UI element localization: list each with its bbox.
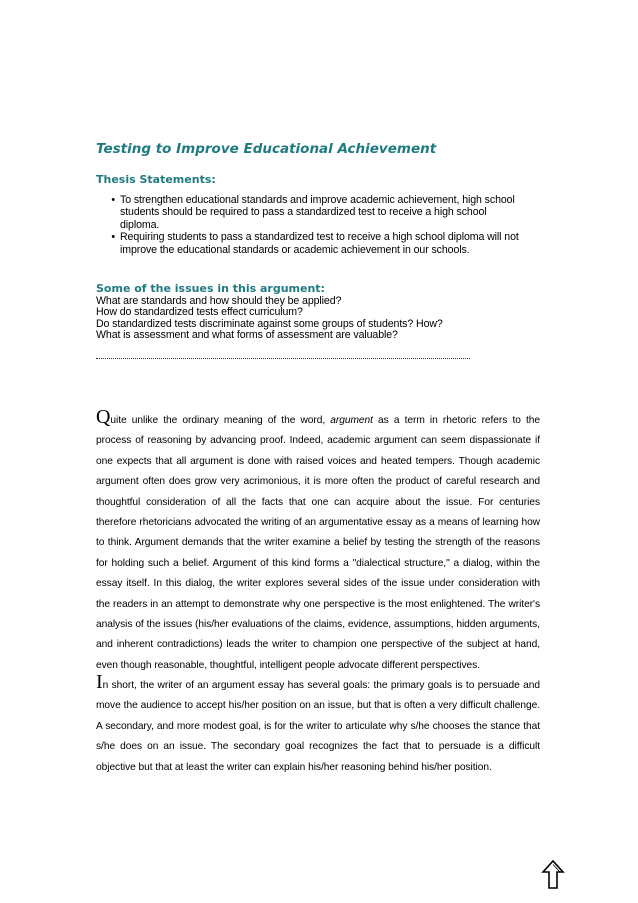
issues-list xyxy=(96,296,536,342)
bullet-icon xyxy=(111,231,115,243)
thesis-item xyxy=(96,194,526,231)
thesis-item xyxy=(96,231,526,256)
bullet-icon xyxy=(111,194,115,206)
paragraph-text: as a term in rhetoric refers to the process of reasoning by advancing proof. Indeed, academic argument can seem dispassionate if one expects that all argument is done with raised voices and heated tempers. Though academic argument often does grow very acrimonious, it is more often the product of careful research and thoughtful consideration of all the facts that one can acquire about the issue. For centuries therefore rhetoricians advocated the writing of an argumentative essay as a means of learning how to think. Argument demands that the writer examine a belief by testing the strength of the reasons for holding such a belief. Argument of this kind forms a "dialectical structure," a dialog, within the essay itself. In this dialog, the writer explores several sides of the issue under consideration with the readers in an attempt to demonstrate why one perspective is the most enlightened. The writer's analysis of the issues (his/her evaluations of the claims, evidence, assumptions, hidden arguments, and inherent contradictions) leads the writer to champion one perspective of the subject at hand, even though reasonable, thoughtful, intelligent people advocate different perspectives. xyxy=(96,415,540,671)
issue-item: What is assessment and what forms of assessment are valuable? xyxy=(96,329,398,342)
arrow-up-icon[interactable] xyxy=(541,860,565,890)
paragraph-lead: uite unlike the ordinary meaning of the word, xyxy=(110,415,331,426)
paragraph-text: n short, the writer of an argument essay has several goals: the primary goals is to persuade and move the audience to accept his/her position on an issue, but that is often a very difficult challenge. A secondary, and more modest goal, is for the writer to articulate why s/he chooses the stance that s/he does on an issue. The secondary goal recognizes the fact that to persuade is a difficult objective but that at least the writer can explain his/her reasoning behind his/her position. xyxy=(96,680,540,773)
issue-item: Do standardized tests discriminate against some groups of students? How? xyxy=(96,317,443,330)
body-paragraph xyxy=(96,671,540,778)
thesis-text: Requiring students to pass a standardized test to receive a high school diploma will not improve the educational standards or academic achievement in our schools. xyxy=(120,231,519,256)
issue-item: How do standardized tests effect curriculum? xyxy=(96,306,303,319)
document-title: Testing to Improve Educational Achievement xyxy=(96,141,437,157)
body-paragraph xyxy=(96,406,540,676)
issue-item: What are standards and how should they be applied? xyxy=(96,295,342,307)
thesis-list xyxy=(96,194,526,256)
dropcap-letter: I xyxy=(96,671,103,693)
thesis-text: To strengthen educational standards and improve academic achievement, high school students should be required to pass a standardized test to receive a high school diploma. xyxy=(120,194,515,231)
emphasized-term: argument xyxy=(330,415,373,426)
issues-heading: Some of the issues in this argument: xyxy=(96,282,325,295)
thesis-heading: Thesis Statements: xyxy=(96,173,216,186)
dropcap-letter: Q xyxy=(96,406,111,428)
dotted-divider xyxy=(96,358,470,359)
